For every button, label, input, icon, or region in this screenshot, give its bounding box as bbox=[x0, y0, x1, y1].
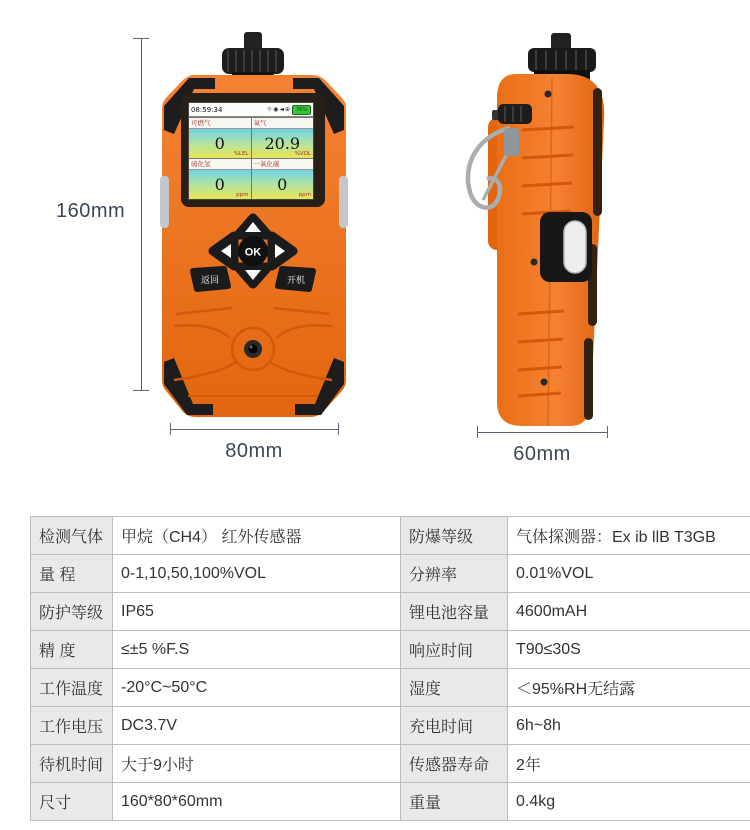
gas-value: 0 bbox=[277, 174, 288, 194]
gas-unit: %LEL bbox=[233, 151, 249, 157]
dim-cap bbox=[133, 390, 149, 391]
table-row bbox=[31, 745, 750, 783]
front-view-photo bbox=[160, 28, 348, 423]
spec-value: T90≤30S bbox=[508, 631, 750, 669]
spec-label: 湿度 bbox=[401, 669, 508, 707]
table-row bbox=[31, 669, 750, 707]
alarm-icon: ◉ bbox=[273, 106, 279, 113]
gas-cell-co bbox=[252, 159, 314, 199]
gas-value: 0 bbox=[214, 133, 225, 153]
side-view-photo bbox=[452, 30, 614, 430]
gas-cell-combustible bbox=[189, 118, 251, 158]
gas-unit: ppm bbox=[298, 192, 311, 198]
back-button-label: 返回 bbox=[200, 275, 220, 285]
spec-value: ＜95%RH无结露 bbox=[508, 669, 750, 707]
spec-value: 0-1,10,50,100%VOL bbox=[113, 555, 401, 593]
gas-value: 0 bbox=[214, 174, 225, 194]
table-row bbox=[31, 593, 750, 631]
width-dimension-label: 80mm bbox=[225, 440, 283, 462]
spec-value: ≤±5 %F.S bbox=[113, 631, 401, 669]
dim-cap bbox=[338, 423, 339, 435]
spec-value: 2年 bbox=[508, 745, 750, 783]
device-screen bbox=[188, 102, 314, 200]
gas-name: 一氧化碳 bbox=[252, 159, 314, 170]
depth-dimension-label: 60mm bbox=[513, 443, 571, 465]
power-button-label: 开机 bbox=[286, 275, 306, 285]
gas-cell-h2s bbox=[189, 159, 251, 199]
spec-table bbox=[30, 516, 750, 821]
side-button-panel bbox=[540, 212, 592, 282]
screen-time: 08:59:34 bbox=[191, 105, 223, 114]
gas-readings-grid bbox=[189, 117, 313, 199]
side-gas-inlet-cap bbox=[528, 33, 596, 80]
spec-label: 传感器寿命 bbox=[401, 745, 508, 783]
spec-value: -20°C~50°C bbox=[113, 669, 401, 707]
spec-label: 工作温度 bbox=[31, 669, 113, 707]
spec-value: IP65 bbox=[113, 593, 401, 631]
clip-bracket bbox=[504, 128, 519, 156]
side-grip-left bbox=[160, 176, 169, 228]
height-dimension-label: 160mm bbox=[56, 200, 126, 222]
gas-cell-oxygen bbox=[252, 118, 314, 158]
spec-value: 4600mAH bbox=[508, 593, 750, 631]
spec-label: 量 程 bbox=[31, 555, 113, 593]
table-row bbox=[31, 707, 750, 745]
gas-unit: ppm bbox=[236, 192, 249, 198]
height-dimension-line bbox=[141, 38, 142, 390]
table-row bbox=[31, 555, 750, 593]
spec-value: 160*80*60mm bbox=[113, 783, 401, 821]
network-icon: ⊕ bbox=[284, 106, 290, 113]
battery-icon: 76% bbox=[292, 105, 311, 115]
spec-value: DC3.7V bbox=[113, 707, 401, 745]
spec-table-section bbox=[30, 516, 750, 821]
spec-value: 甲烷（CH4） 红外传感器 bbox=[113, 517, 401, 555]
gas-name: 氧气 bbox=[252, 118, 314, 129]
gas-unit: %VOL bbox=[294, 151, 311, 157]
spec-value: 6h~8h bbox=[508, 707, 750, 745]
table-row bbox=[31, 517, 750, 555]
spec-label: 精 度 bbox=[31, 631, 113, 669]
spec-label: 充电时间 bbox=[401, 707, 508, 745]
side-grip-right bbox=[339, 176, 348, 228]
spec-label: 检测气体 bbox=[31, 517, 113, 555]
width-dimension-line bbox=[170, 429, 338, 430]
side-device-art bbox=[452, 30, 614, 430]
front-device-art bbox=[160, 28, 348, 423]
dim-cap bbox=[607, 426, 608, 438]
spec-value: 大于9小时 bbox=[113, 745, 401, 783]
depth-dimension-line bbox=[477, 432, 607, 433]
side-button bbox=[564, 221, 586, 273]
spec-value: 0.01%VOL bbox=[508, 555, 750, 593]
spec-label: 重量 bbox=[401, 783, 508, 821]
spec-label: 工作电压 bbox=[31, 707, 113, 745]
speaker-icon: ◄ bbox=[279, 106, 284, 113]
spec-label: 尺寸 bbox=[31, 783, 113, 821]
gas-name: 可燃气 bbox=[189, 118, 251, 129]
gas-inlet-cap bbox=[222, 32, 284, 78]
spec-label: 待机时间 bbox=[31, 745, 113, 783]
gas-value: 20.9 bbox=[264, 133, 301, 153]
gas-name: 硫化氢 bbox=[189, 159, 251, 170]
spec-label: 防爆等级 bbox=[401, 517, 508, 555]
screen-statusbar bbox=[189, 103, 313, 117]
spec-label: 锂电池容量 bbox=[401, 593, 508, 631]
table-row bbox=[31, 631, 750, 669]
spec-label: 响应时间 bbox=[401, 631, 508, 669]
ok-button-label: OK bbox=[244, 246, 262, 259]
fan-icon: ☼ bbox=[266, 106, 273, 113]
statusbar-icons bbox=[224, 106, 290, 113]
spec-value: 0.4kg bbox=[508, 783, 750, 821]
table-row bbox=[31, 783, 750, 821]
buzzer-port bbox=[244, 340, 262, 358]
spec-label: 分辨率 bbox=[401, 555, 508, 593]
spec-label: 防护等级 bbox=[31, 593, 113, 631]
spec-value: 气体探测器：Ex ib llB T3GB bbox=[508, 517, 750, 555]
